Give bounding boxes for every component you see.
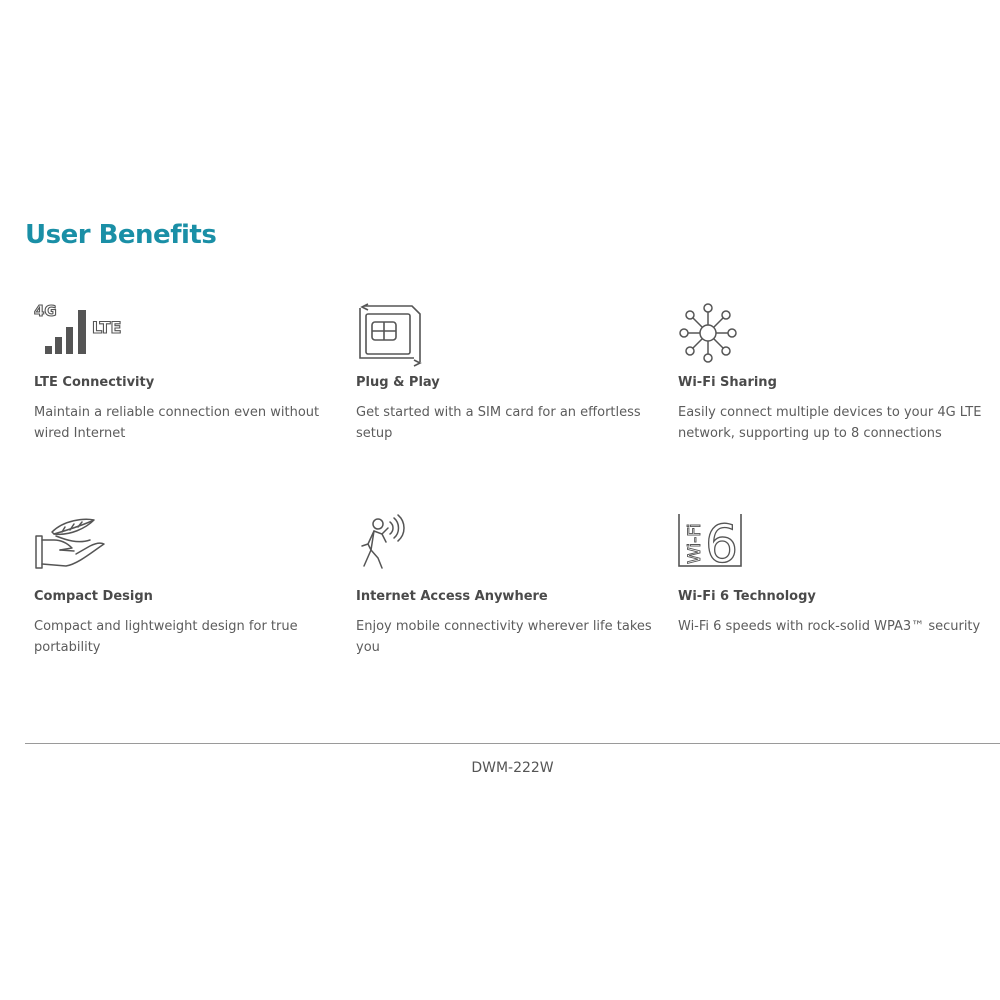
lte-signal-icon — [34, 300, 129, 370]
benefit-title: Compact Design — [34, 589, 153, 604]
benefit-description: Get started with a SIM card for an effortless setup — [356, 405, 641, 441]
benefit-title: Internet Access Anywhere — [356, 589, 548, 604]
benefit-description: Compact and lightweight design for true portability — [34, 619, 298, 655]
walking-person-signal-icon — [356, 514, 451, 584]
sim-card-icon — [356, 300, 451, 370]
benefit-title: Wi-Fi 6 Technology — [678, 589, 816, 604]
wifi6-icon — [678, 514, 773, 584]
benefit-compact-design — [34, 514, 344, 655]
benefit-wifi-sharing — [678, 300, 988, 441]
wifi6-icon-wifi-text: Wi-Fi — [685, 523, 705, 564]
footer-model-name: DWM-222W — [471, 760, 554, 776]
wifi6-icon-six-text: 6 — [705, 515, 739, 575]
benefit-description: Easily connect multiple devices to your 4G LTE network, supporting up to 8 connections — [678, 405, 982, 441]
lte-icon-lte-text: LTE — [92, 318, 122, 337]
benefit-description: Maintain a reliable connection even without wired Internet — [34, 405, 320, 441]
benefit-wifi6-technology — [678, 514, 988, 634]
benefit-internet-access-anywhere — [356, 514, 666, 655]
benefit-title: LTE Connectivity — [34, 375, 155, 390]
benefit-plug-and-play — [356, 300, 666, 441]
benefit-description: Wi-Fi 6 speeds with rock-solid WPA3™ security — [678, 619, 981, 634]
benefit-lte-connectivity — [34, 300, 344, 441]
hand-feather-icon — [34, 514, 129, 584]
benefit-title: Wi-Fi Sharing — [678, 375, 777, 390]
network-hub-icon — [678, 300, 773, 370]
benefit-title: Plug & Play — [356, 375, 440, 390]
footer-divider — [25, 743, 1000, 744]
lte-icon-4g-text: 4G — [34, 302, 57, 320]
section-title: User Benefits — [25, 220, 217, 250]
benefit-description: Enjoy mobile connectivity wherever life takes you — [356, 619, 652, 655]
